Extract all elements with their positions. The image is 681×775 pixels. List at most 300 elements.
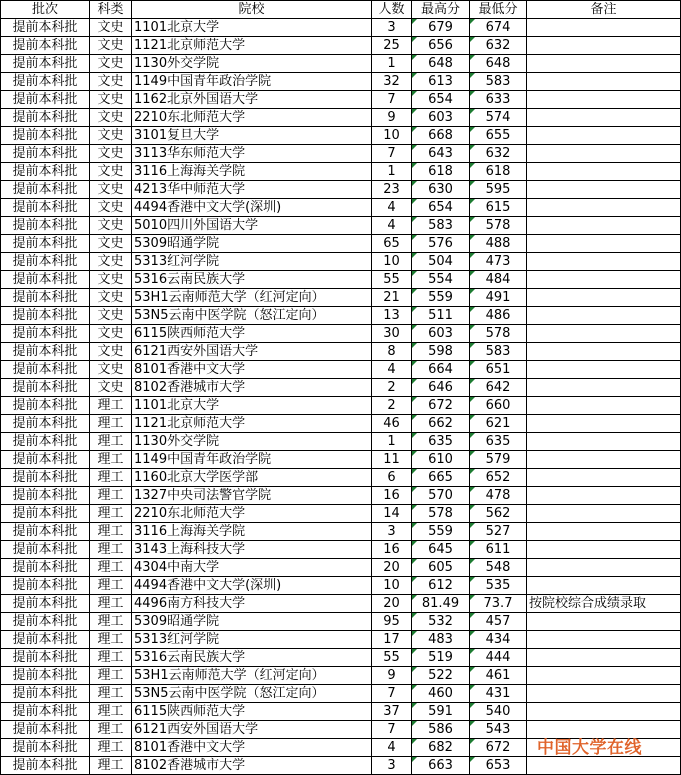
cell-category: 理工 — [90, 649, 132, 667]
cell-batch: 提前本科批 — [1, 253, 90, 271]
cell-max-score: 519 — [412, 649, 470, 667]
table-row — [1, 703, 681, 721]
table-row — [1, 433, 681, 451]
cell-min-score: 574 — [470, 109, 527, 127]
cell-min-score: 548 — [470, 559, 527, 577]
cell-category: 理工 — [90, 397, 132, 415]
cell-category: 文史 — [90, 19, 132, 37]
cell-batch: 提前本科批 — [1, 415, 90, 433]
cell-max-score: 511 — [412, 307, 470, 325]
cell-batch: 提前本科批 — [1, 91, 90, 109]
cell-notes — [527, 307, 681, 325]
cell-school: 3113华东师范大学 — [132, 145, 372, 163]
cell-batch: 提前本科批 — [1, 379, 90, 397]
cell-count: 4 — [372, 199, 412, 217]
cell-min-score: 491 — [470, 289, 527, 307]
cell-count: 7 — [372, 145, 412, 163]
cell-batch: 提前本科批 — [1, 127, 90, 145]
cell-school: 5313红河学院 — [132, 253, 372, 271]
cell-category: 理工 — [90, 631, 132, 649]
cell-max-score: 646 — [412, 379, 470, 397]
cell-category: 理工 — [90, 739, 132, 757]
cell-notes — [527, 325, 681, 343]
cell-notes — [527, 199, 681, 217]
cell-category: 文史 — [90, 325, 132, 343]
cell-school: 53N5云南中医学院（怒江定向） — [132, 307, 372, 325]
cell-school: 5010四川外国语大学 — [132, 217, 372, 235]
table-row — [1, 163, 681, 181]
cell-count: 37 — [372, 703, 412, 721]
cell-notes — [527, 523, 681, 541]
cell-batch: 提前本科批 — [1, 757, 90, 775]
cell-school: 8101香港中文大学 — [132, 361, 372, 379]
cell-school: 6121西安外国语大学 — [132, 343, 372, 361]
cell-category: 文史 — [90, 235, 132, 253]
table-row — [1, 559, 681, 577]
cell-category: 文史 — [90, 271, 132, 289]
cell-school: 5309昭通学院 — [132, 613, 372, 631]
cell-min-score: 434 — [470, 631, 527, 649]
cell-category: 理工 — [90, 703, 132, 721]
cell-min-score: 578 — [470, 325, 527, 343]
table-row — [1, 505, 681, 523]
cell-notes — [527, 433, 681, 451]
cell-count: 9 — [372, 667, 412, 685]
cell-min-score: 653 — [470, 757, 527, 775]
cell-batch: 提前本科批 — [1, 631, 90, 649]
cell-count: 7 — [372, 685, 412, 703]
cell-min-score: 632 — [470, 37, 527, 55]
cell-count: 4 — [372, 739, 412, 757]
cell-notes — [527, 235, 681, 253]
cell-school: 5316云南民族大学 — [132, 649, 372, 667]
cell-notes — [527, 181, 681, 199]
cell-school: 5309昭通学院 — [132, 235, 372, 253]
header-count: 人数 — [372, 1, 412, 19]
table-row — [1, 667, 681, 685]
cell-count: 3 — [372, 523, 412, 541]
table-row — [1, 181, 681, 199]
cell-category: 理工 — [90, 415, 132, 433]
cell-min-score: 527 — [470, 523, 527, 541]
table-row — [1, 307, 681, 325]
table-row — [1, 235, 681, 253]
cell-notes — [527, 271, 681, 289]
cell-count: 21 — [372, 289, 412, 307]
cell-batch: 提前本科批 — [1, 235, 90, 253]
cell-school: 3143上海科技大学 — [132, 541, 372, 559]
cell-batch: 提前本科批 — [1, 361, 90, 379]
cell-max-score: 583 — [412, 217, 470, 235]
watermark-logo-text: 中国大学在线 — [537, 738, 642, 758]
cell-category: 文史 — [90, 163, 132, 181]
cell-batch: 提前本科批 — [1, 739, 90, 757]
cell-count: 11 — [372, 451, 412, 469]
cell-min-score: 457 — [470, 613, 527, 631]
cell-max-score: 648 — [412, 55, 470, 73]
cell-notes — [527, 379, 681, 397]
cell-count: 20 — [372, 559, 412, 577]
cell-school: 8101香港中文大学 — [132, 739, 372, 757]
cell-min-score: 651 — [470, 361, 527, 379]
table-row — [1, 379, 681, 397]
cell-count: 9 — [372, 109, 412, 127]
cell-school: 1149中国青年政治学院 — [132, 451, 372, 469]
cell-min-score: 595 — [470, 181, 527, 199]
cell-max-score: 559 — [412, 523, 470, 541]
cell-notes — [527, 55, 681, 73]
cell-school: 53H1云南师范大学（红河定向） — [132, 289, 372, 307]
cell-notes — [527, 343, 681, 361]
cell-notes — [527, 109, 681, 127]
table-row — [1, 289, 681, 307]
cell-max-score: 554 — [412, 271, 470, 289]
cell-category: 理工 — [90, 451, 132, 469]
header-school: 院校 — [132, 1, 372, 19]
table-row — [1, 271, 681, 289]
table-row — [1, 523, 681, 541]
cell-batch: 提前本科批 — [1, 703, 90, 721]
cell-category: 文史 — [90, 199, 132, 217]
cell-category: 文史 — [90, 343, 132, 361]
cell-category: 文史 — [90, 145, 132, 163]
table-row — [1, 685, 681, 703]
cell-count: 46 — [372, 415, 412, 433]
cell-max-score: 654 — [412, 199, 470, 217]
cell-category: 理工 — [90, 559, 132, 577]
cell-count: 14 — [372, 505, 412, 523]
cell-category: 理工 — [90, 685, 132, 703]
cell-batch: 提前本科批 — [1, 343, 90, 361]
cell-category: 文史 — [90, 181, 132, 199]
cell-notes — [527, 163, 681, 181]
table-row — [1, 37, 681, 55]
header-row — [1, 1, 681, 19]
cell-min-score: 583 — [470, 343, 527, 361]
table-row — [1, 757, 681, 775]
cell-min-score: 652 — [470, 469, 527, 487]
table-row — [1, 253, 681, 271]
cell-min-score: 486 — [470, 307, 527, 325]
cell-category: 理工 — [90, 433, 132, 451]
cell-count: 4 — [372, 217, 412, 235]
cell-max-score: 665 — [412, 469, 470, 487]
cell-min-score: 444 — [470, 649, 527, 667]
cell-max-score: 635 — [412, 433, 470, 451]
cell-category: 理工 — [90, 505, 132, 523]
cell-count: 1 — [372, 55, 412, 73]
cell-notes — [527, 703, 681, 721]
cell-category: 文史 — [90, 127, 132, 145]
cell-count: 30 — [372, 325, 412, 343]
cell-notes — [527, 145, 681, 163]
cell-notes — [527, 649, 681, 667]
table-row — [1, 145, 681, 163]
cell-notes — [527, 361, 681, 379]
cell-batch: 提前本科批 — [1, 181, 90, 199]
cell-notes — [527, 217, 681, 235]
cell-category: 文史 — [90, 307, 132, 325]
table-row — [1, 541, 681, 559]
cell-max-score: 664 — [412, 361, 470, 379]
cell-max-score: 559 — [412, 289, 470, 307]
cell-count: 2 — [372, 397, 412, 415]
cell-max-score: 598 — [412, 343, 470, 361]
cell-max-score: 532 — [412, 613, 470, 631]
cell-batch: 提前本科批 — [1, 289, 90, 307]
cell-count: 16 — [372, 541, 412, 559]
cell-count: 25 — [372, 37, 412, 55]
table-row — [1, 631, 681, 649]
cell-batch: 提前本科批 — [1, 559, 90, 577]
table-row — [1, 199, 681, 217]
cell-count: 13 — [372, 307, 412, 325]
cell-min-score: 660 — [470, 397, 527, 415]
cell-batch: 提前本科批 — [1, 217, 90, 235]
table-body — [1, 19, 681, 775]
cell-max-score: 460 — [412, 685, 470, 703]
cell-batch: 提前本科批 — [1, 325, 90, 343]
cell-school: 1162北京外国语大学 — [132, 91, 372, 109]
cell-category: 理工 — [90, 541, 132, 559]
table-row — [1, 325, 681, 343]
cell-school: 53N5云南中医学院（怒江定向） — [132, 685, 372, 703]
header-notes: 备注 — [527, 1, 681, 19]
cell-max-score: 645 — [412, 541, 470, 559]
cell-category: 理工 — [90, 721, 132, 739]
table-row — [1, 109, 681, 127]
cell-min-score: 672 — [470, 739, 527, 757]
cell-count: 23 — [372, 181, 412, 199]
cell-school: 4496南方科技大学 — [132, 595, 372, 613]
cell-min-score: 478 — [470, 487, 527, 505]
cell-school: 4494香港中文大学(深圳) — [132, 199, 372, 217]
header-max-score: 最高分 — [412, 1, 470, 19]
cell-notes — [527, 487, 681, 505]
cell-school: 6121西安外国语大学 — [132, 721, 372, 739]
cell-min-score: 618 — [470, 163, 527, 181]
cell-max-score: 586 — [412, 721, 470, 739]
cell-max-score: 591 — [412, 703, 470, 721]
cell-school: 1121北京师范大学 — [132, 37, 372, 55]
cell-max-score: 605 — [412, 559, 470, 577]
cell-max-score: 663 — [412, 757, 470, 775]
cell-batch: 提前本科批 — [1, 505, 90, 523]
table-row — [1, 487, 681, 505]
cell-notes — [527, 253, 681, 271]
cell-batch: 提前本科批 — [1, 685, 90, 703]
cell-count: 55 — [372, 271, 412, 289]
header-min-score: 最低分 — [470, 1, 527, 19]
cell-min-score: 579 — [470, 451, 527, 469]
cell-min-score: 633 — [470, 91, 527, 109]
cell-batch: 提前本科批 — [1, 199, 90, 217]
cell-count: 55 — [372, 649, 412, 667]
cell-count: 65 — [372, 235, 412, 253]
cell-count: 8 — [372, 343, 412, 361]
cell-category: 文史 — [90, 109, 132, 127]
cell-count: 10 — [372, 253, 412, 271]
cell-min-score: 540 — [470, 703, 527, 721]
table-row — [1, 55, 681, 73]
cell-batch: 提前本科批 — [1, 19, 90, 37]
cell-min-score: 484 — [470, 271, 527, 289]
cell-category: 文史 — [90, 37, 132, 55]
cell-school: 1149中国青年政治学院 — [132, 73, 372, 91]
cell-school: 1101北京大学 — [132, 397, 372, 415]
cell-max-score: 682 — [412, 739, 470, 757]
table-row — [1, 415, 681, 433]
cell-notes — [527, 19, 681, 37]
cell-count: 1 — [372, 433, 412, 451]
table-row — [1, 595, 681, 613]
cell-count: 16 — [372, 487, 412, 505]
cell-max-score: 578 — [412, 505, 470, 523]
cell-batch: 提前本科批 — [1, 487, 90, 505]
cell-category: 文史 — [90, 361, 132, 379]
cell-count: 3 — [372, 757, 412, 775]
cell-batch: 提前本科批 — [1, 613, 90, 631]
cell-batch: 提前本科批 — [1, 163, 90, 181]
cell-min-score: 73.7 — [470, 595, 527, 613]
cell-batch: 提前本科批 — [1, 577, 90, 595]
table-row — [1, 343, 681, 361]
cell-batch: 提前本科批 — [1, 541, 90, 559]
cell-count: 7 — [372, 91, 412, 109]
cell-notes — [527, 73, 681, 91]
cell-category: 理工 — [90, 757, 132, 775]
cell-batch: 提前本科批 — [1, 397, 90, 415]
cell-min-score: 431 — [470, 685, 527, 703]
cell-school: 3116上海海关学院 — [132, 523, 372, 541]
cell-max-score: 570 — [412, 487, 470, 505]
cell-notes — [527, 469, 681, 487]
cell-school: 8102香港城市大学 — [132, 379, 372, 397]
cell-batch: 提前本科批 — [1, 109, 90, 127]
cell-category: 理工 — [90, 613, 132, 631]
cell-batch: 提前本科批 — [1, 469, 90, 487]
cell-count: 32 — [372, 73, 412, 91]
cell-batch: 提前本科批 — [1, 667, 90, 685]
cell-school: 6115陕西师范大学 — [132, 703, 372, 721]
cell-min-score: 583 — [470, 73, 527, 91]
cell-min-score: 648 — [470, 55, 527, 73]
cell-max-score: 643 — [412, 145, 470, 163]
cell-school: 1160北京大学医学部 — [132, 469, 372, 487]
cell-count: 6 — [372, 469, 412, 487]
cell-batch: 提前本科批 — [1, 433, 90, 451]
header-category: 科类 — [90, 1, 132, 19]
cell-count: 1 — [372, 163, 412, 181]
cell-min-score: 562 — [470, 505, 527, 523]
cell-max-score: 618 — [412, 163, 470, 181]
cell-school: 1327中央司法警官学院 — [132, 487, 372, 505]
cell-notes — [527, 667, 681, 685]
cell-school: 4304中南大学 — [132, 559, 372, 577]
cell-category: 理工 — [90, 487, 132, 505]
cell-category: 文史 — [90, 379, 132, 397]
cell-category: 理工 — [90, 523, 132, 541]
cell-max-score: 656 — [412, 37, 470, 55]
cell-category: 理工 — [90, 469, 132, 487]
cell-notes — [527, 613, 681, 631]
cell-category: 文史 — [90, 217, 132, 235]
cell-max-score: 612 — [412, 577, 470, 595]
cell-category: 理工 — [90, 667, 132, 685]
cell-count: 3 — [372, 19, 412, 37]
cell-max-score: 672 — [412, 397, 470, 415]
cell-notes: 按院校综合成绩录取 — [527, 595, 681, 613]
cell-school: 1130外交学院 — [132, 433, 372, 451]
cell-school: 6115陕西师范大学 — [132, 325, 372, 343]
cell-school: 5316云南民族大学 — [132, 271, 372, 289]
cell-max-score: 522 — [412, 667, 470, 685]
cell-batch: 提前本科批 — [1, 37, 90, 55]
table-row — [1, 469, 681, 487]
table-row — [1, 613, 681, 631]
cell-count: 20 — [372, 595, 412, 613]
cell-max-score: 603 — [412, 109, 470, 127]
cell-batch: 提前本科批 — [1, 523, 90, 541]
cell-min-score: 632 — [470, 145, 527, 163]
cell-notes — [527, 559, 681, 577]
cell-school: 5313红河学院 — [132, 631, 372, 649]
cell-max-score: 668 — [412, 127, 470, 145]
cell-school: 2210东北师范大学 — [132, 109, 372, 127]
cell-count: 4 — [372, 361, 412, 379]
table-row — [1, 649, 681, 667]
cell-category: 理工 — [90, 577, 132, 595]
cell-min-score: 488 — [470, 235, 527, 253]
cell-batch: 提前本科批 — [1, 271, 90, 289]
cell-notes — [527, 451, 681, 469]
cell-notes — [527, 415, 681, 433]
cell-notes — [527, 631, 681, 649]
cell-min-score: 642 — [470, 379, 527, 397]
cell-max-score: 679 — [412, 19, 470, 37]
cell-batch: 提前本科批 — [1, 73, 90, 91]
cell-notes — [527, 577, 681, 595]
cell-notes — [527, 127, 681, 145]
cell-school: 1101北京大学 — [132, 19, 372, 37]
cell-notes — [527, 37, 681, 55]
cell-max-score: 613 — [412, 73, 470, 91]
cell-batch: 提前本科批 — [1, 55, 90, 73]
header-batch: 批次 — [1, 1, 90, 19]
cell-category: 文史 — [90, 91, 132, 109]
cell-max-score: 504 — [412, 253, 470, 271]
cell-category: 文史 — [90, 55, 132, 73]
cell-min-score: 655 — [470, 127, 527, 145]
table-row — [1, 451, 681, 469]
cell-count: 2 — [372, 379, 412, 397]
cell-batch: 提前本科批 — [1, 595, 90, 613]
cell-school: 8102香港城市大学 — [132, 757, 372, 775]
table-row — [1, 397, 681, 415]
cell-category: 文史 — [90, 253, 132, 271]
cell-min-score: 611 — [470, 541, 527, 559]
cell-min-score: 615 — [470, 199, 527, 217]
cell-school: 4213华中师范大学 — [132, 181, 372, 199]
cell-count: 10 — [372, 127, 412, 145]
cell-count: 7 — [372, 721, 412, 739]
cell-count: 17 — [372, 631, 412, 649]
cell-school: 2210东北师范大学 — [132, 505, 372, 523]
cell-min-score: 461 — [470, 667, 527, 685]
cell-max-score: 662 — [412, 415, 470, 433]
cell-notes — [527, 685, 681, 703]
table-row — [1, 127, 681, 145]
